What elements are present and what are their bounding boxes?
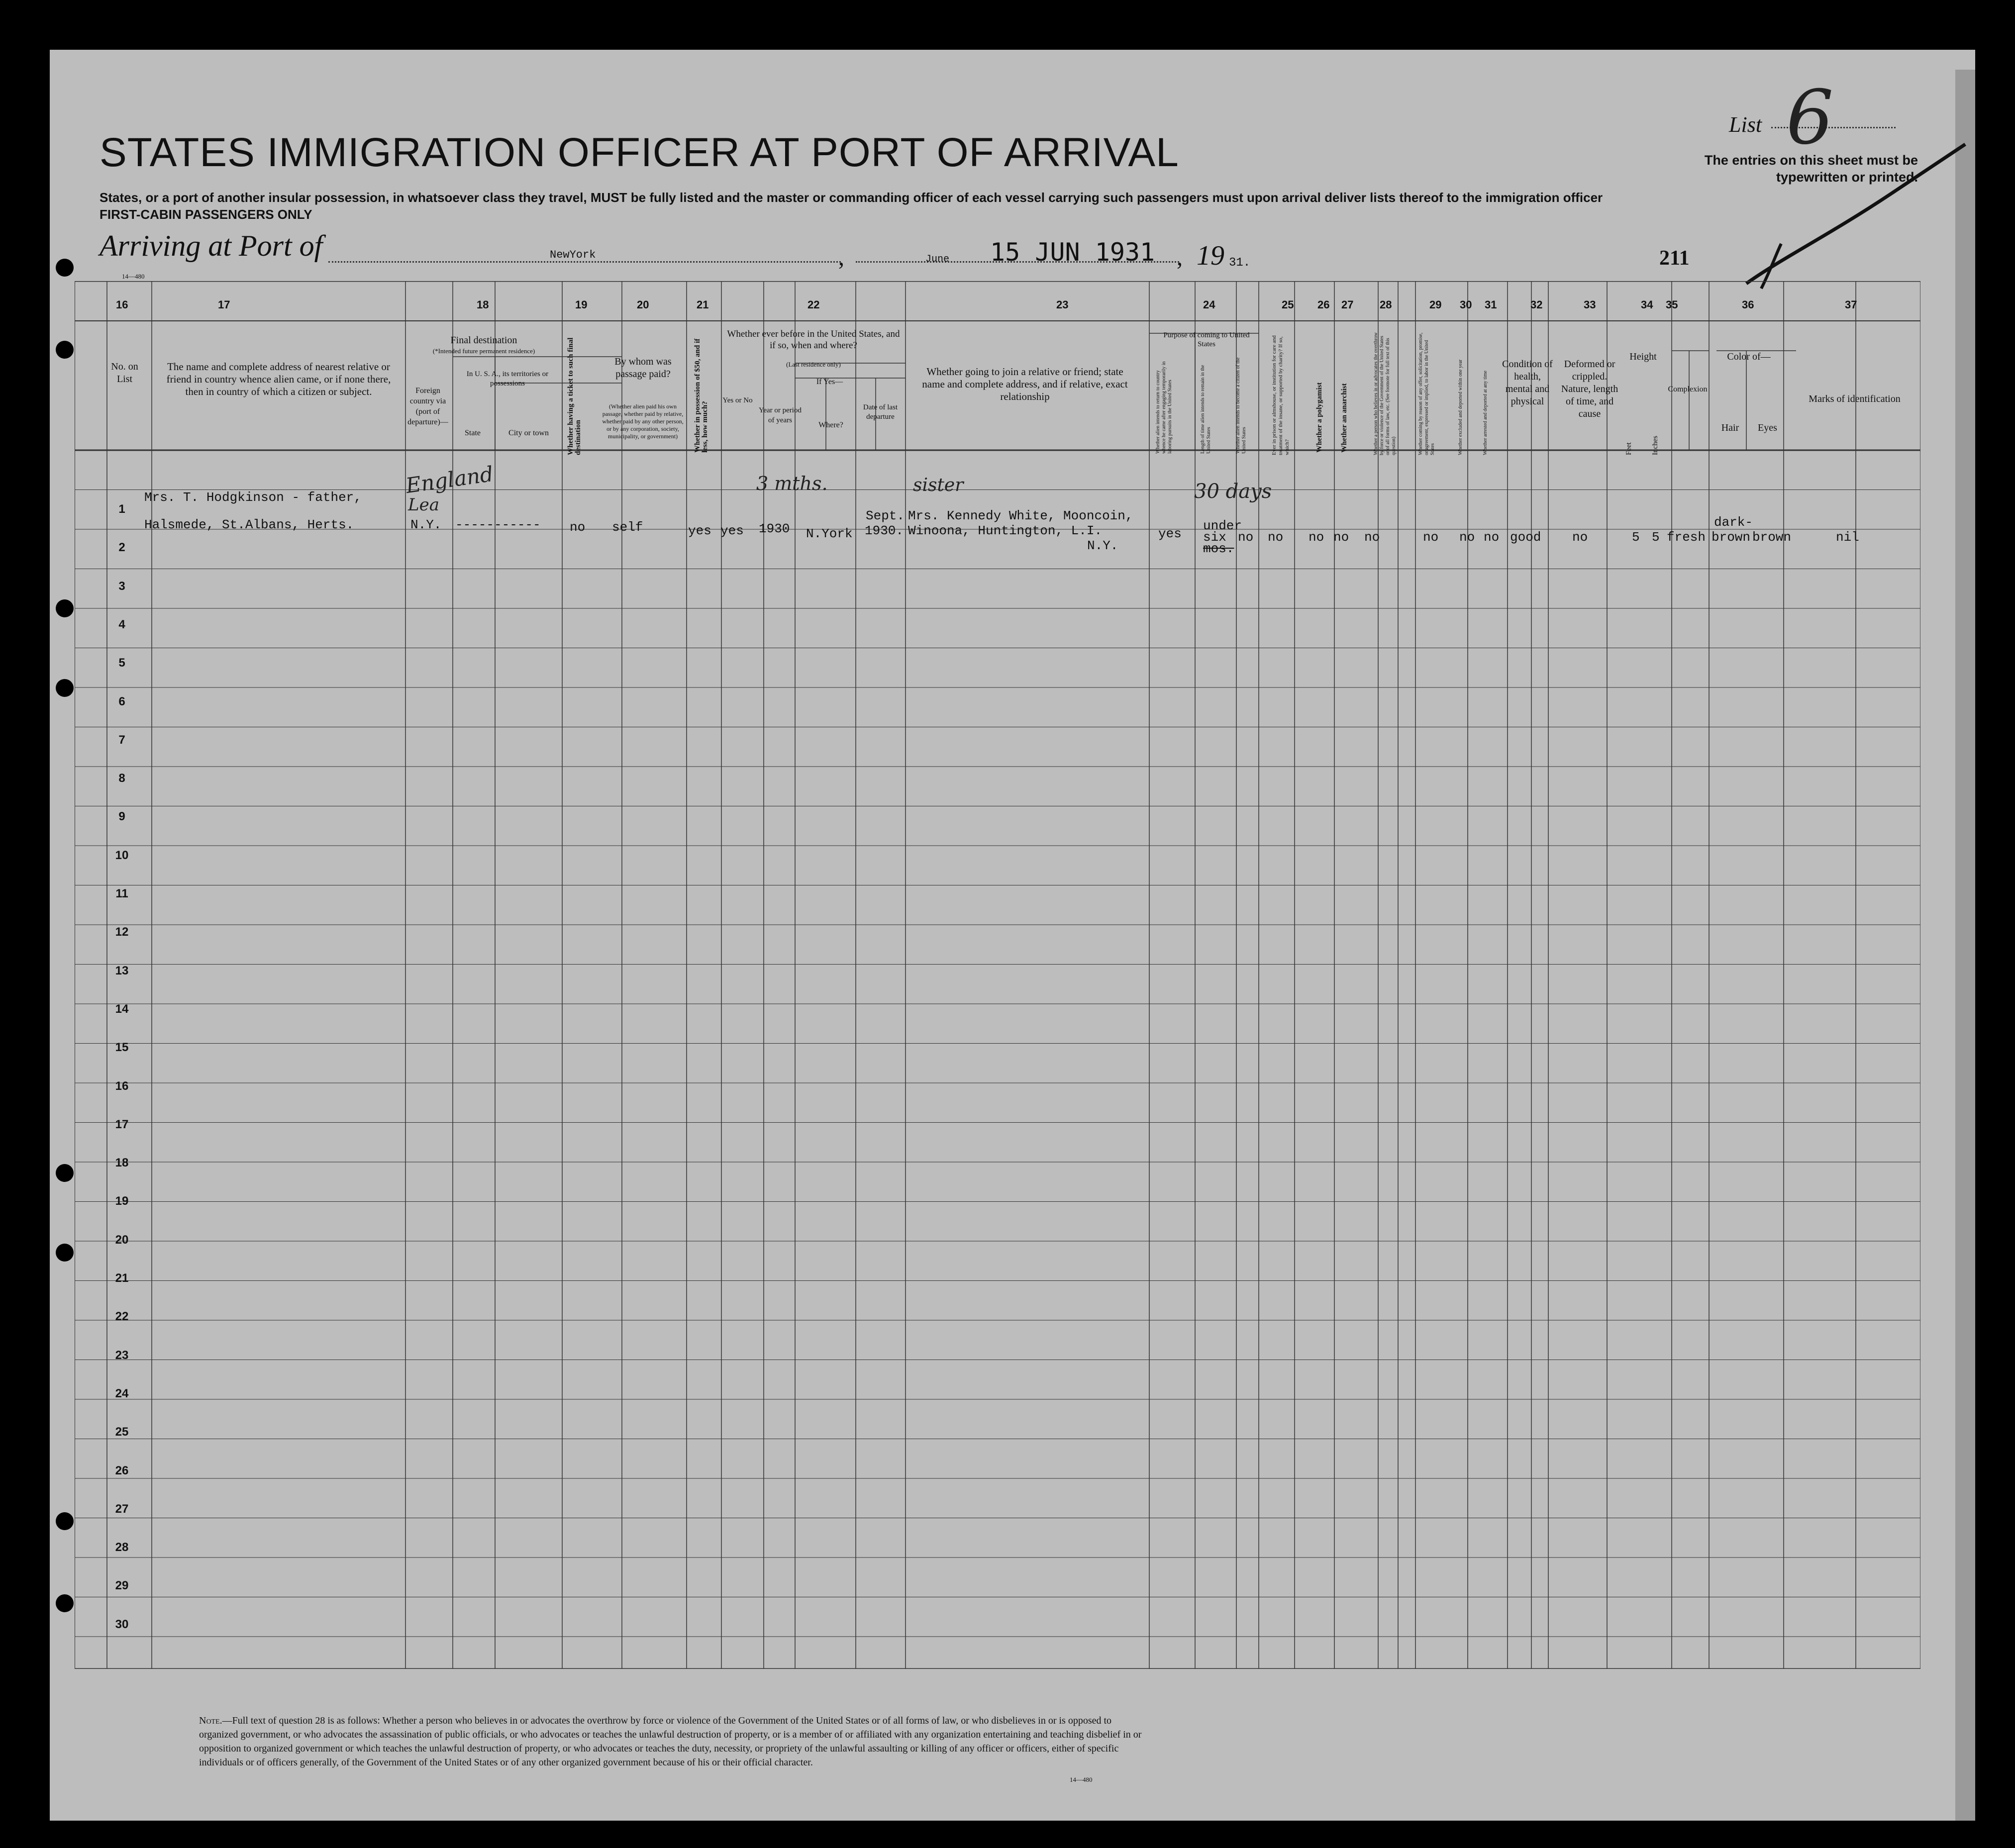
header-col22-yesno: Yes or No <box>722 396 753 404</box>
header-col18-title: Final destination <box>450 335 517 346</box>
header-col18-usa: In U. S. A., its territories or possessions <box>466 370 549 388</box>
prison-almshouse: no <box>1268 530 1284 545</box>
header-col35: Complexion <box>1668 385 1708 393</box>
list-note: The entries on this sheet must be typewritten or printed. <box>1704 153 1918 185</box>
foreign-country-hand-2: Lea <box>408 495 439 515</box>
deformed: no <box>1572 530 1588 545</box>
row-number: 10 <box>115 848 129 862</box>
header-col21: Whether in possession of $50, and if less, how much? <box>694 338 709 453</box>
header-col24-citizen: Whether alien intends to become a citizen of the United States <box>1235 357 1247 454</box>
arrival-month: June <box>925 254 950 265</box>
date-last-departure-line1: Sept. <box>866 508 905 523</box>
header-col36-hair: Hair <box>1721 422 1739 433</box>
row-number: 17 <box>115 1117 129 1131</box>
column-number-35: 35 <box>1666 298 1678 311</box>
binder-hole <box>56 599 74 617</box>
header-col34: Height <box>1629 351 1657 362</box>
header-col31: Whether arrested and deported at any time <box>1483 371 1488 455</box>
year-period-hand: 3 mths. <box>756 473 828 494</box>
form-number-top: 14—480 <box>122 273 145 280</box>
header-col22-year: Year or period of years <box>759 406 802 424</box>
header-col27: Whether an anarchist <box>1340 383 1348 453</box>
joining-line1: Mrs. Kennedy White, Mooncoin, <box>908 508 1133 523</box>
header-col18-foreign: Foreign country via (port of departure)— <box>407 387 448 426</box>
labor-offer: no <box>1423 530 1439 545</box>
row-number: 25 <box>115 1425 129 1439</box>
length-of-stay-hand: 30 days <box>1194 480 1272 503</box>
header-col28: Whether a person who believes in or advocates the overthrow by force or violence of the Government of the United States or of all forms of law, etc. (See footnote for full text of this question) <box>1373 332 1397 455</box>
row-number: 27 <box>115 1502 129 1516</box>
header-col18-city: City or town <box>508 429 549 437</box>
handwritten-slash-mark <box>1741 134 1970 298</box>
header-col33: Deformed or crippled. Nature, length of time, and cause <box>1561 359 1618 419</box>
header-col36-eyes: Eyes <box>1758 422 1777 433</box>
header-col19: Whether having a ticket to such final destination <box>567 337 582 455</box>
row-number: 23 <box>115 1348 129 1362</box>
form-subtitle-line1: States, or a port of another insular possession, in whatsoever class they travel, MUST be fully listed and the master or commanding officer of each vessel carrying such passengers must upon arrival deliver lists thereof to the immigration officer <box>100 190 1603 205</box>
header-col22-where: Where? <box>818 421 843 429</box>
binder-hole <box>56 1164 74 1182</box>
footnote-text: —Full text of question 28 is as follows: Whether a person who believes in or advocates the overthrow by force or violence of the Government of the United States or of all forms of law, or who disbelieves in or is opposed to organized government, or who advocates the assassination of public officials, or who advocates or teaches the unlawful destruction of property, or is a member of or affiliated with any organization entertaining and teaching disbelief in or opposition to organized government or which teaches the unlawful destruction of property, or who advocates or teaches the duty, necessity, or propriety of the unlawful assaulting or killing of any officer or officers, either of specific individuals or of officers generally, of the Government of the United States or of any other organized government because of his or their official character. <box>199 1715 1142 1768</box>
form-title: STATES IMMIGRATION OFFICER AT PORT OF ARRIVAL <box>100 130 1179 175</box>
column-number-36: 36 <box>1742 298 1754 311</box>
header-col23: Whether going to join a relative or friend; state name and complete address, and if relative, exact relationship <box>922 366 1128 402</box>
row-number: 21 <box>115 1271 129 1285</box>
list-label: List <box>1729 112 1762 137</box>
row-number: 11 <box>115 887 128 900</box>
column-number-18: 18 <box>477 298 489 311</box>
comma: , <box>1177 244 1183 271</box>
relative-address-line2: Halsmede, St.Albans, Herts. <box>144 517 354 532</box>
header-col22-title: Whether ever before in the United States, and if so, when and where? <box>727 329 900 351</box>
header-col24-title: Purpose of coming to United States <box>1163 331 1250 348</box>
relative-address-line1: Mrs. T. Hodgkinson - father, <box>144 490 362 505</box>
column-number-32: 32 <box>1530 298 1543 311</box>
column-number-20: 20 <box>637 298 649 311</box>
column-number-16: 16 <box>116 298 128 311</box>
joining-line2: Winoona, Huntington, L.I. <box>908 523 1103 538</box>
length-of-stay-line2: six <box>1203 530 1226 545</box>
row-number: 22 <box>115 1310 129 1324</box>
header-col25: Ever in prison or almshouse, or institution for care and treatment of the insane, or supported by charity? If so, which? <box>1271 335 1290 455</box>
date-last-departure-line2: 1930. <box>865 523 904 538</box>
header-col20: By whom was passage paid? <box>614 356 672 380</box>
row-number: 15 <box>115 1041 129 1055</box>
row-number: 8 <box>118 772 125 785</box>
binder-hole <box>56 1244 74 1262</box>
column-number-29: 29 <box>1429 298 1442 311</box>
row-number: 26 <box>115 1463 129 1477</box>
column-number-19: 19 <box>575 298 588 311</box>
header-col18-note: (*Intended future permanent residence) <box>432 347 535 355</box>
relationship-hand: sister <box>913 475 964 495</box>
header-col36-title: Color of— <box>1727 351 1771 362</box>
polygamist: no <box>1309 530 1324 545</box>
column-number-34: 34 <box>1641 298 1653 311</box>
column-number-26: 26 <box>1317 298 1330 311</box>
column-number-30: 30 <box>1460 298 1472 311</box>
year-period: 1930 <box>759 521 790 536</box>
intends-citizen: no <box>1238 530 1254 545</box>
comma: , <box>838 244 844 271</box>
row-number: 30 <box>115 1617 129 1631</box>
header-col22-date: Date of last departure <box>863 403 898 421</box>
binder-hole <box>56 341 74 359</box>
binder-hole <box>56 1594 74 1612</box>
row-number: 19 <box>115 1194 129 1208</box>
row-number: 29 <box>115 1579 129 1593</box>
complexion: fresh <box>1667 530 1706 545</box>
column-number-24: 24 <box>1203 298 1215 311</box>
header-col34-inches: Inches <box>1651 435 1659 455</box>
header-col22-note: (Last residence only) <box>786 361 841 368</box>
manifest-table-grid <box>75 281 1920 1669</box>
height-feet: 5 <box>1632 530 1640 545</box>
year-prefix: 19 <box>1197 240 1224 271</box>
row-number: 28 <box>115 1541 129 1555</box>
row-number: 7 <box>118 733 125 747</box>
health-condition: good <box>1510 530 1541 545</box>
port-name: NewYork <box>550 249 596 261</box>
column-number-17: 17 <box>218 298 230 311</box>
header-col17: The name and complete address of nearest relative or friend in country whence alien came, or if none there, then in country of which a citizen or subject. <box>166 361 391 397</box>
header-col26: Whether a polygamist <box>1315 382 1323 453</box>
foreign-country-hand: England <box>404 461 495 498</box>
header-col34-feet: Feet <box>1625 442 1633 455</box>
page-number: 211 <box>1659 247 1690 270</box>
binder-hole <box>56 1512 74 1530</box>
length-of-stay-line1: under <box>1203 518 1242 533</box>
row-number: 3 <box>118 579 125 593</box>
destination-state: ----------- <box>455 517 541 532</box>
row-number: 4 <box>118 617 125 631</box>
header-col22-ifyes: If Yes— <box>816 378 843 386</box>
row-number: 16 <box>115 1079 129 1093</box>
column-number-28: 28 <box>1380 298 1392 311</box>
binder-hole <box>56 679 74 697</box>
form-subtitle-line2: FIRST-CABIN PASSENGERS ONLY <box>100 207 312 222</box>
row-number: 1 <box>118 502 125 516</box>
height-inches: 5 <box>1652 530 1660 545</box>
column-number-27: 27 <box>1341 298 1354 311</box>
header-col24-length: Length of time alien intends to remain in the United States <box>1200 365 1211 454</box>
eye-color: brown <box>1752 530 1792 545</box>
sheet-edge-shadow <box>1955 70 1975 1821</box>
form-subtitle <box>100 189 1603 223</box>
has-ticket: no <box>570 520 586 535</box>
header-col37: Marks of identification <box>1809 393 1901 404</box>
list-number-hand: 6 <box>1786 75 1834 161</box>
row-number: 12 <box>115 925 129 939</box>
purpose-return: yes <box>1158 526 1182 541</box>
previous-residence: N.York <box>806 526 853 541</box>
form-number-bottom: 14—480 <box>1070 1776 1093 1783</box>
header-col30: Whether excluded and deported within one year <box>1458 359 1463 455</box>
row-number: 6 <box>118 694 125 708</box>
hair-color-line1: dark- <box>1714 515 1753 530</box>
column-number-33: 33 <box>1584 298 1596 311</box>
joining-line3: N.Y. <box>1087 538 1118 553</box>
row-number: 2 <box>118 541 125 555</box>
row-number: 13 <box>115 964 129 977</box>
footnote <box>199 1714 1144 1769</box>
arrival-date-stamp: 15 JUN 1931 <box>990 238 1155 267</box>
ever-before-in-us: yes <box>720 523 744 538</box>
arrested-deported: no <box>1484 530 1500 545</box>
port-dotted-line <box>328 261 841 263</box>
row-number: 24 <box>115 1386 129 1400</box>
column-number-25: 25 <box>1282 298 1294 311</box>
row-number: 20 <box>115 1233 129 1247</box>
header-col29: Whether coming by reason of any offer, solicitation, promise, or agreement, expressed or implied, to labor in the United States <box>1418 332 1435 455</box>
foreign-country: N.Y. <box>410 517 442 532</box>
overthrow-question: no <box>1364 530 1380 545</box>
column-number-31: 31 <box>1485 298 1497 311</box>
passage-paid-by: self <box>612 520 643 535</box>
row-number: 18 <box>115 1156 129 1170</box>
header-col16: No. on List <box>111 361 138 385</box>
column-number-21: 21 <box>697 298 709 311</box>
header-col18-state: State <box>465 429 481 437</box>
hair-color-line2: brown <box>1712 530 1751 545</box>
header-col32: Condition of health, mental and physical <box>1502 359 1553 407</box>
column-number-22: 22 <box>807 298 820 311</box>
header-col24-return: Whether alien intends to return to country whence he came after engaging temporarily in laboring pursuits in the United States <box>1155 361 1173 454</box>
identification-marks: nil <box>1836 530 1859 545</box>
row-number: 14 <box>115 1002 129 1016</box>
binder-hole <box>56 259 74 277</box>
column-number-23: 23 <box>1056 298 1069 311</box>
year-suffix: 31. <box>1229 256 1251 270</box>
anarchist: no <box>1333 530 1349 545</box>
possession-50: yes <box>688 523 711 538</box>
length-of-stay-line3: mos. <box>1203 541 1234 556</box>
arriving-at-port-label: Arriving at Port of <box>100 229 323 262</box>
header-col20-note: (Whether alien paid his own passage, whether paid by relative, whether paid by any other person, or by any corporation, society, municipality, or government) <box>602 403 684 440</box>
column-number-37: 37 <box>1845 298 1857 311</box>
row-number: 9 <box>118 810 125 824</box>
footnote-label: Note. <box>199 1715 222 1726</box>
row-number: 5 <box>118 656 125 670</box>
excluded-deported: no <box>1459 530 1475 545</box>
